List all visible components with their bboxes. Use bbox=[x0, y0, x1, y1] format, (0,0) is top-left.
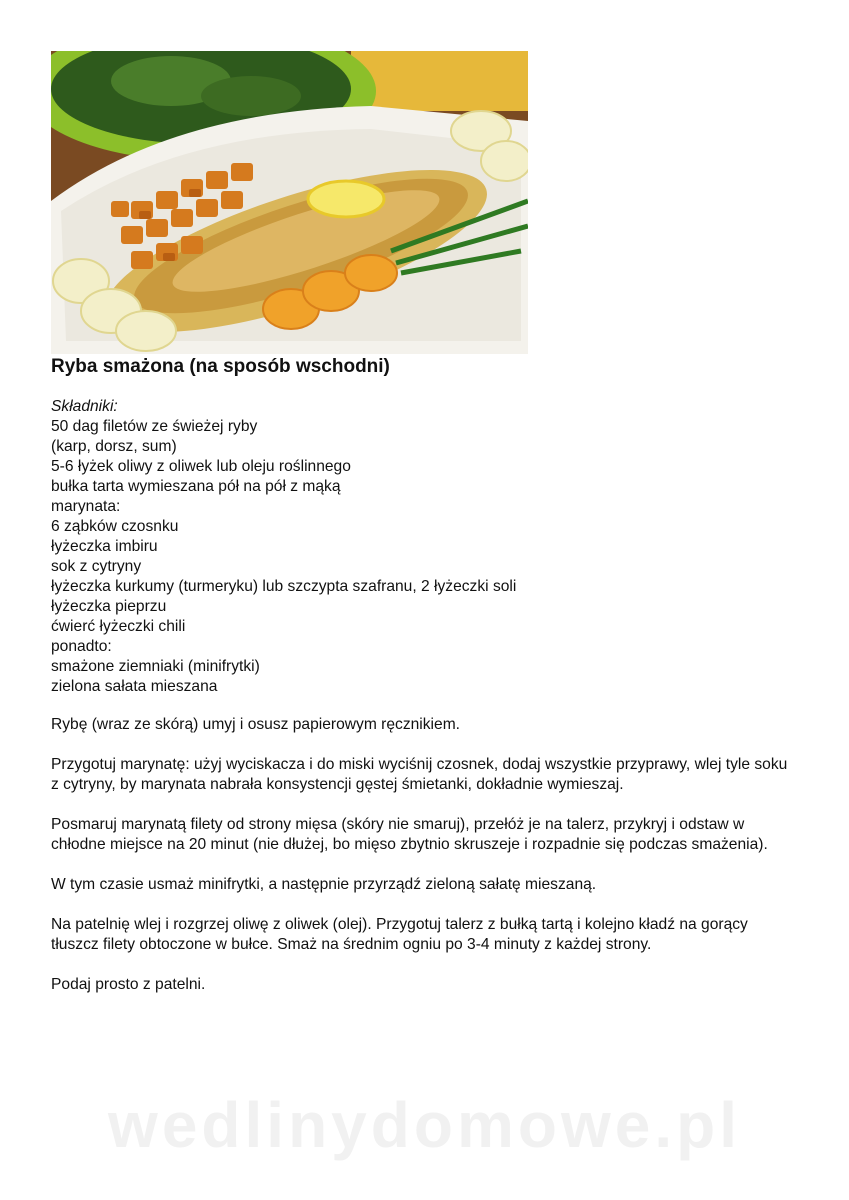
ingredient-item: (karp, dorsz, sum) bbox=[51, 438, 177, 455]
ingredient-item: 6 ząbków czosnku bbox=[51, 518, 179, 535]
step-paragraph: Rybę (wraz ze skórą) umyj i osusz papierowym ręcznikiem. bbox=[51, 716, 461, 733]
ingredient-item: zielona sałata mieszana bbox=[51, 678, 218, 695]
ingredients-list bbox=[51, 417, 791, 697]
step-paragraph: W tym czasie usmaż minifrytki, a następnie przyrządź zieloną sałatę mieszaną. bbox=[51, 876, 597, 893]
ingredient-item: ponadto: bbox=[51, 638, 112, 655]
ingredient-item: ćwierć łyżeczki chili bbox=[51, 618, 186, 635]
ingredient-item: smażone ziemniaki (minifrytki) bbox=[51, 658, 260, 675]
ingredient-item: sok z cytryny bbox=[51, 558, 142, 575]
ingredient-item: łyżeczka pieprzu bbox=[51, 598, 167, 615]
watermark: wedlinydomowe.pl bbox=[108, 1089, 741, 1161]
ingredient-item: marynata: bbox=[51, 498, 121, 515]
ingredient-item: 5-6 łyżek oliwy z oliwek lub oleju roślinnego bbox=[51, 458, 351, 475]
dish-photo bbox=[51, 51, 528, 354]
ingredient-item: 50 dag filetów ze świeżej ryby bbox=[51, 418, 258, 435]
ingredients-heading: Składniki: bbox=[51, 398, 118, 415]
ingredient-item: łyżeczka imbiru bbox=[51, 538, 158, 555]
ingredient-item: łyżeczka kurkumy (turmeryku) lub szczypta szafranu, 2 łyżeczki soli bbox=[51, 578, 517, 595]
step-paragraph: Przygotuj marynatę: użyj wyciskacza i do miski wyciśnij czosnek, dodaj wszystkie przyprawy, wlej tyle soku z cytryny, by marynata nabrała konsystencji gęstej śmietanki, dokładnie wymieszaj. bbox=[51, 756, 788, 793]
step-paragraph: Na patelnię wlej i rozgrzej oliwę z oliwek (olej). Przygotuj talerz z bułką tartą i kolejno kładź na gorący tłuszcz filety obtoczone w bułce. Smaż na średnim ogniu po 3-4 minuty z każdej strony. bbox=[51, 916, 748, 953]
recipe-content bbox=[51, 397, 791, 995]
recipe-title: Ryba smażona (na sposób wschodni) bbox=[51, 356, 390, 377]
step-paragraph: Posmaruj marynatą filety od strony mięsa (skóry nie smaruj), przełóż je na talerz, przykryj i odstaw w chłodne miejsce na 20 minut (nie dłużej, bo mięso zbytnio skruszeje i rozpadnie się podczas smażenia). bbox=[51, 816, 768, 853]
ingredient-item: bułka tarta wymieszana pół na pół z mąką bbox=[51, 478, 341, 495]
step-paragraph: Podaj prosto z patelni. bbox=[51, 976, 206, 993]
